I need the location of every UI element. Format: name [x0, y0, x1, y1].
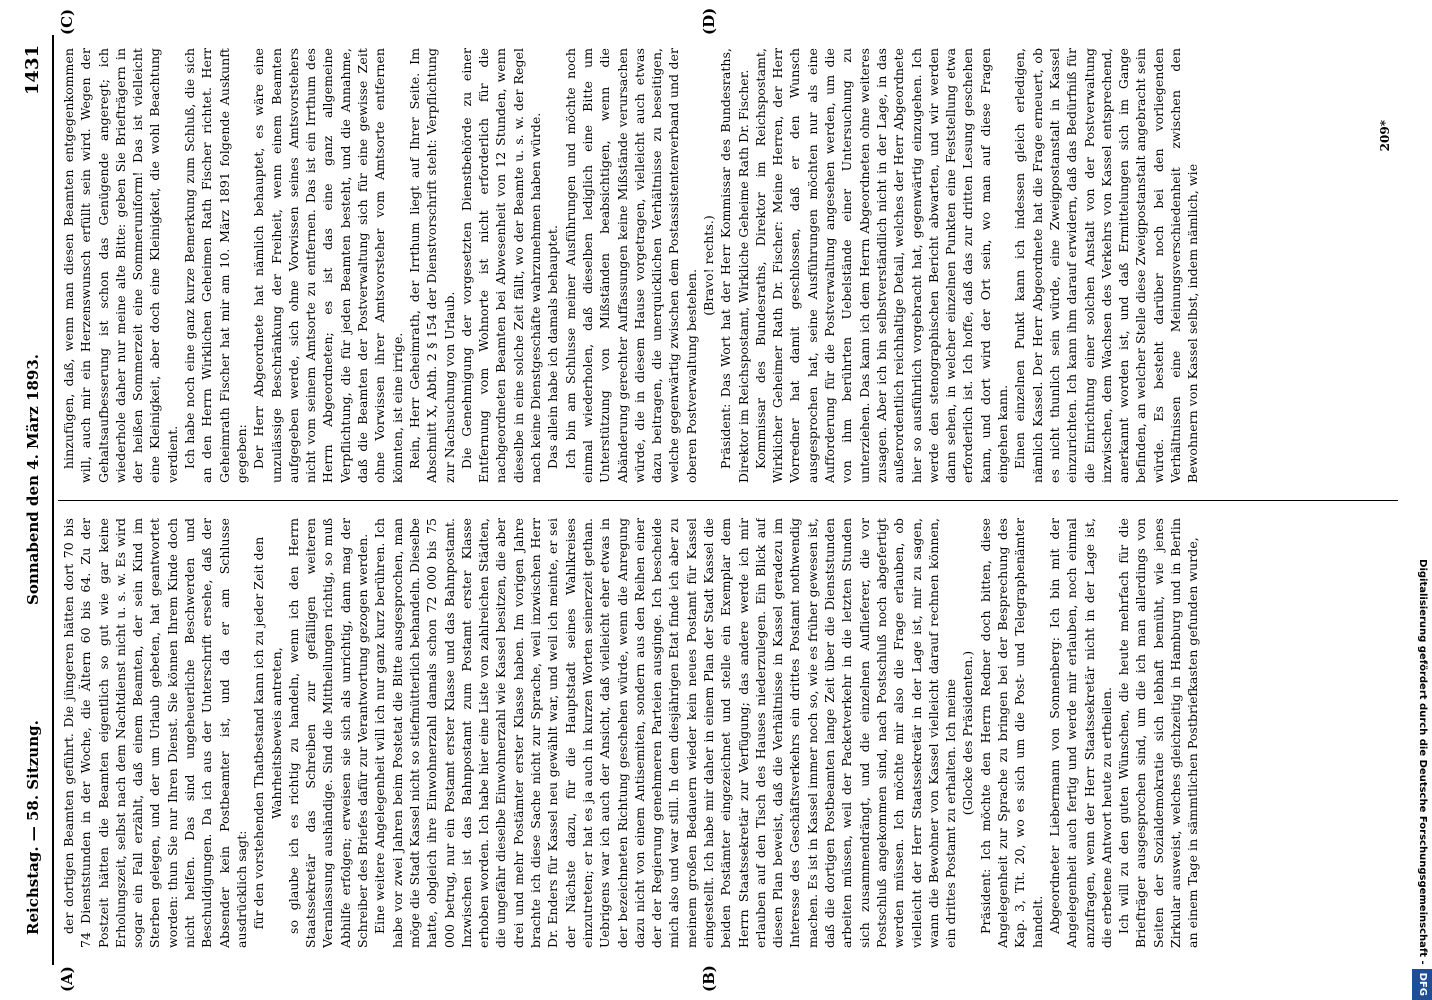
speaker-paragraph: Präsident: Ich möchte den Herrn Redner doch bitten, diese Angelegenheit zur Sprache zu bringen bei der Besprechung des Kap. 3, Tit. 20, wo es sich um die Post- und Telegraphenämter handelt. — [977, 518, 1045, 948]
paragraph: Einen einzelnen Punkt kann ich indessen gleich erledigen, nämlich Kassel. Der Herr Abgeordnete hat die Frage erneuert, ob es nicht thunlich sein würde, eine Zweigpostanstalt in Kassel einzurichten. Ich kann ihm darauf erwidern, daß das Bedürfniß für die Einrichtung einer solchen Anstalt von der Postverwaltung inzwischen, dem Wachsen des Verkehrs von Kassel entsprechend, anerkannt worden ist, und daß Ermittelungen sich im Gange befinden, an welcher Stelle diese Zweigpostanstalt angebracht sein würde. Es besteht darüber noch bei den vorliegenden Verhältnissen eine Meinungsverschiedenheit zwischen den Bewohnern von Kassel selbst, indem nämlich, wie — [1012, 48, 1201, 483]
paragraph: hinzufügen, daß, wenn man diesen Beamten entgegenkommen will, auch mir ein Herzenswunsch erfüllt sein wird. Wegen der Gehaltsaufbesserung ist schon das Genügende angeregt; ich wiederhole daher nur meine alte Bitte: geben Sie Briefträgern in der heißen Sommerzeit eine Sommeruniform! Das ist vielleicht eine Kleinigkeit, aber doch eine Kleinigkeit, die wohl Beachtung verdient. — [61, 48, 180, 483]
header-date: Sonnabend den 4. März 1893. — [24, 354, 42, 605]
left-column — [60, 518, 1395, 948]
paragraph: Ich habe noch eine ganz kurze Bemerkung zum Schluß, die sich an den Herrn Wirklichen Geheimen Rath Fischer richtet. Herr Geheimrath Fischer hat mir am 10. März 1891 folgende Auskunft gegeben: — [182, 48, 249, 483]
quote: Der Herr Abgeordnete hat nämlich behauptet, es wäre eine unzulässige Beschränkung der Freiheit, wenn einem Beamten aufgegeben werde, sich ohne Vorwissen seines Amtsvorstehers nicht vom seinem Amtsorte zu entfernen. Das ist ein Irrthum des Herrn Abgeordneten; es ist das eine ganz allgemeine Verpflichtung, die für jeden Beamten besteht, und die Annahme, daß die Beamten der Postverwaltung sich für eine gewisse Zeit ohne Vorwissen ihrer Amtsvorsteher vom Amtsorte entfernen könnten, ist eine irrige. — [251, 48, 405, 483]
header-rule — [52, 35, 54, 965]
paragraph: Das allein habe ich damals behauptet. — [545, 225, 561, 469]
page-header — [22, 35, 48, 965]
stage-direction: (Glocke des Präsidenten.) — [960, 650, 976, 816]
paragraph: Ich will zu den guten Wünschen, die heute mehrfach für die Briefträger ausgesprochen sind, um die ich man allerdings von Seiten der Sozialdemokratie sich lebhaft bemüht, wie jenes Zirkular ausweist, welches gleichzeitig in Hamburg und in Berlin an einem Tage in sämmtlichen Postbriefkasten gefunden wurde, — [1116, 518, 1201, 948]
paragraph: Ich bin am Schlusse meiner Ausführungen und möchte noch einmal wiederholen, daß dieselben lediglich eine Bitte um Unterstützung von Mißständen beabsichtigen, wenn die Abänderung gerechter Auffassungen keine Mißstände verursachen würde, die in diesem Hause vorgetragen, vielleicht auch etwas dazu beitragen, die unerquicklichen Verhältnisse zu beseitigen, welche gegenwärtig zwischen dem Postassistentenverband und der oberen Postverwaltung bestehen. — [562, 48, 699, 483]
dfg-logo: DFG — [1412, 969, 1432, 1000]
marker-b: (B) — [700, 965, 718, 992]
marker-a: (A) — [58, 966, 76, 992]
marker-d: (D) — [700, 7, 718, 35]
stage-direction: (Bravo! rechts.) — [700, 215, 716, 316]
marker-c: (C) — [58, 8, 76, 35]
quote: für den vorstehenden Thatbestand kann ich zu jeder Zeit den Wahrheitsbeweis antreten, — [251, 536, 284, 930]
column-divider — [58, 500, 1398, 501]
digitization-sidebar — [1412, 0, 1432, 1000]
header-left: Reichstag. — 58. Sitzung. — [24, 720, 42, 935]
paragraph: Eine weitere Angelegenheit will ich nur ganz kurz berühren. Ich habe vor zwei Jahren beim Postetat die Bitte ausgesprochen, man möge die Stadt Kassel nicht so stiefmütterlich behandeln. Dieselbe hatte, obgleich ihre Einwohnerzahl damals schon 72 000 bis 75 000 betrug, nur ein Postamt erster Klasse und das Bahnpostamt. Inzwischen ist das Bahnpostamt zum Postamt erster Klasse erhoben worden. Ich habe hier eine Liste von zahlreichen Städten, die ungefähr dieselbe Einwohnerzahl wie Kassel besitzen, die aber drei und mehr Postämter erster Klasse haben. Im vorigen Jahre brachte ich diese Sache nicht zur Sprache, weil inzwischen Herr Dr. Enders für Kassel neu gewählt war, und weil ich meinte, er sei der Nächste dazu, für die Hauptstadt seines Wahlkreises einzutreten; er hat es ja auch in kurzen Worten seinerzeit gethan. Uebrigens war ich auch der Ansicht, daß vielleicht eher etwas in der bezeichneten Richtung geschehen würde, wenn die Anregung dazu nicht von einem Antisemiten, sondern aus den Reihen einer der der Regierung genehmeren Parteien ausginge. Ich bescheide mich also und war still. In dem diesjährigen Etat finde ich aber zu meinem großen Bedauern wieder kein neues Postamt für Kassel eingestellt. Ich habe mir daher in einem Plan der Stadt Kassel die beiden Postämter eingezeichnet und stelle ein Exemplar dem Herrn Staatssekretär zur Verfügung; das andere werde ich mir erlauben auf den Tisch des Hauses niederzulegen. Ein Blick auf diesen Plan beweist, daß die Verhältnisse in Kassel geradezu im Interesse des Geschäftsverkehrs ein drittes Postamt nothwendig machen. Es ist in Kassel immer noch so, wie es früher gewesen ist, daß die dortigen Postbeamten lange Zeit über die Dienststunden arbeiten müssen, weil der Packetverkehr in die letzten Stunden sich zusammendrängt, und die einzelnen Auflieferer, die vor Postschluß angekommen sind, nach Postschluß noch abgefertigt werden müssen. Ich möchte mir also die Frage erlauben, ob vielleicht der Herr Staatssekretär in der Lage ist, mir zu sagen, wann die Bewohner von Kassel vielleicht darauf rechnen können, ein drittes Postamt zu erhalten. Ich meine — [372, 518, 959, 948]
right-column — [60, 48, 1395, 483]
page-number: 1431 — [22, 45, 43, 96]
paragraph: der dortigen Beamten geführt. Die jüngeren hätten dort 70 bis 74 Dienststunden in der Woche, die Ältern 60 bis 64. Zu der Postzeit hätten die Beamten eigentlich so gut wie gar keine Erholungszeit, selbst nach dem Nachtdienst nicht u. s. w. Es wird sogar ein Fall erzählt, daß einem Beamten, der sein Kind im Sterben gelegen, und der um Urlaub gebeten, hat geantwortet worden: thun Sie nur Ihren Dienst. Sie können Ihrem Kinde doch nicht helfen. Das sind ungeheuerliche Beschwerden und Beschuldigungen. Da ich aus der Unterschrift ersehe, daß der Absender kein Postbeamter ist, und da er am Schlusse ausdrücklich sagt: — [61, 518, 249, 948]
quote: Die Genehmigung der vorgesetzten Dienstbehörde zu einer Entfernung vom Wohnorte ist nicht erforderlich für die nachgeordneten Beamten bei Abwesenheit von 12 Stunden, wenn dieselbe in eine solche Zeit fällt, wo der Beamte u. s. w. der Regel nach keine Dienstgeschäfte wahrzunehmen haben würde. — [458, 48, 544, 483]
digitization-credit: Digitalisierung gefördert durch die Deutsche Forschungsgemeinschaft - — [1417, 559, 1428, 965]
speaker-paragraph: Abgeordneter Liebermann von Sonnenberg: Ich bin mit der Angelegenheit auch fertig und werde mir erlauben, noch einmal anzufragen, wenn der Herr Staatssekretär nicht in der Lage ist, die erbetene Antwort heute zu ertheilen. — [1046, 518, 1114, 948]
paragraph: so glaube ich es richtig zu handeln, wenn ich den Herrn Staatssekretär das Schreiben zur gefälligen weiteren Veranlassung aushändige. Sind die Mittheilungen richtig, so muß Abhilfe erfolgen; erweisen sie sich als unrichtig, dann mag der Schreiber des Briefes dafür zur Verantwortung gezogen werden. — [285, 518, 371, 948]
paragraph: Rein, Herr Geheimrath, der Irrthum liegt auf Ihrer Seite. Im Abschnitt X, Abth. 2 § 154 der Dienstvorschrift steht: Verpflichtung zur Nachsuchung von Urlaub. — [406, 48, 457, 483]
speaker-paragraph: Präsident: Das Wort hat der Herr Kommissar des Bundesraths, Direktor im Reichspostamt, Wirkliche Geheime Rath Dr. Fischer. — [718, 48, 751, 483]
sheet-signature: 209* — [1378, 120, 1392, 152]
speaker-paragraph: Kommissar des Bundesraths, Direktor im Reichspostamt, Wirklicher Geheimer Rath Dr. Fischer: Meine Herren, der Herr Vorredner hat damit geschlossen, daß er den Wunsch ausgesprochen hat, seine Ausführungen möchten nur als eine Aufforderung für die Postverwaltung angesehen werden, um die von ihm berührten Uebelstände einer Untersuchung zu unterziehen. Das kann ich dem Herrn Abgeordneten ohne weiteres zusagen. Aber ich bin selbstverständlich nicht in der Lage, in das außerordentlich reichhaltige Detail, welches der Herr Abgeordnete hier so ausführlich vorgebracht hat, gegenwärtig einzugehen. Ich werde den stenographischen Bericht abwarten, und wir werden dann sehen, in welcher einzelnen Punkten eine Feststellung etwa erforderlich ist. Ich hoffe, daß das zur dritten Lesung geschehen kann, und dort wird der Ort sein, wo man auf diese Fragen eingehen kann. — [752, 48, 1011, 483]
